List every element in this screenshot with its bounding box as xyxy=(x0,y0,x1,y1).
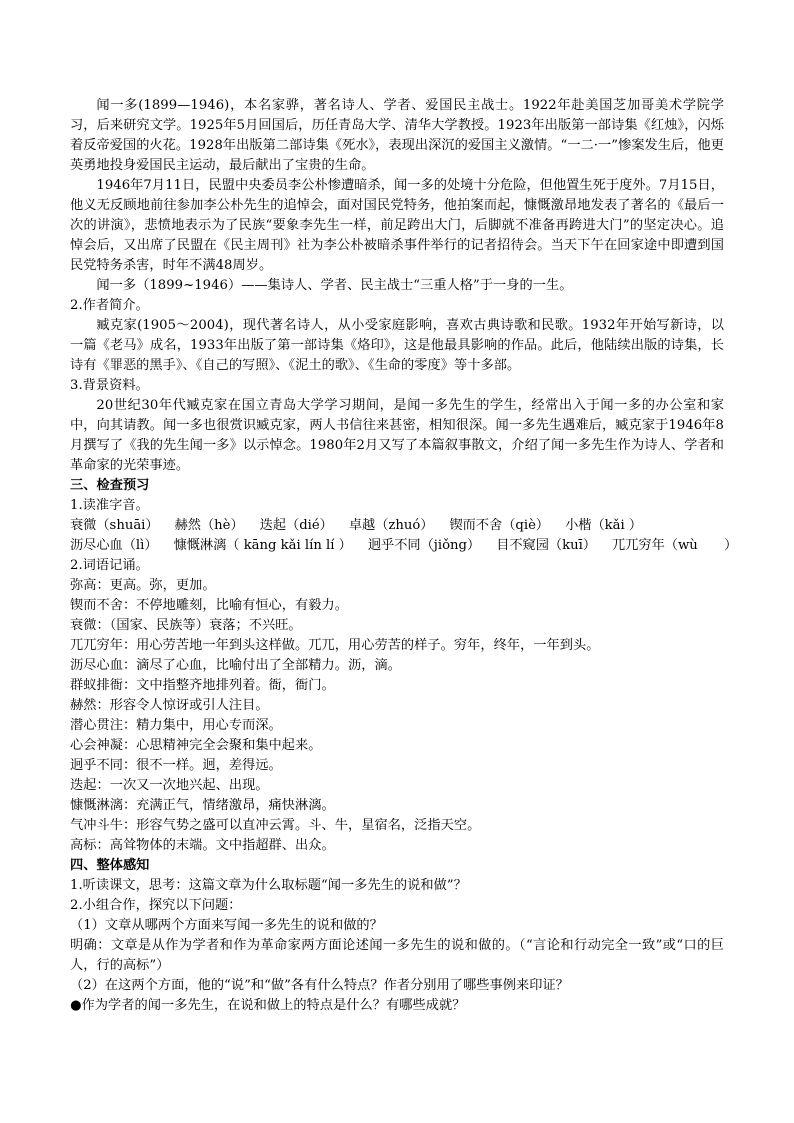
pinyin-item: 迭起（dié） xyxy=(259,518,333,533)
vocab-item: 迭起：一次又一次地兴起、出现。 xyxy=(70,778,269,793)
vocab-item: 潜心贯注：精力集中，用心专而深。 xyxy=(70,718,282,733)
pinyin-item: 兀兀穷年（wù ） xyxy=(612,538,738,553)
bio-summary: 闻一多（1899~1946）——集诗人、学者、民主战士“三重人格”于一身的一生。 xyxy=(96,278,573,293)
vocab-item: 衰微：（国家、民族等）衰落；不兴旺。 xyxy=(70,618,302,633)
document-page xyxy=(70,96,738,1016)
pinyin-item: 目不窥园（kuī） xyxy=(496,538,597,553)
pronunciation-row-2 xyxy=(70,536,738,556)
pinyin-item: 赫然（hè） xyxy=(174,518,244,533)
vocab-item: 赫然：形容令人惊讶或引人注目。 xyxy=(70,698,269,713)
vocab-item: 弥高：更高。弥，更加。 xyxy=(70,578,216,593)
question-2c: ●作为学者的闻一多先生，在说和做上的特点是什么？有哪些成就？ xyxy=(70,998,466,1013)
pinyin-item: 迥乎不同（jiǒng） xyxy=(367,538,481,553)
author-text: 臧克家(1905～2004)，现代著名诗人，从小受家庭影响，喜欢古典诗歌和民歌。1932年开始写新诗，以一篇《老马》成名，1933年出版了第一部诗集《烙印》，这是他最具影响的作品。此后，他陆续出版的诗集，长诗有《罪恶的黑手》、《自己的写照》、《泥土的歌》、《生命的零度》等十多部。 xyxy=(70,318,724,373)
background-text: 20世纪30年代臧克家在国立青岛大学学习期间，是闻一多先生的学生，经常出入于闻一多的办公室和家中，向其请教。闻一多也很赏识臧克家，两人书信往来甚密，相知很深。闻一多先生遇难后，臧克家于1946年8月撰写了《我的先生闻一多》以示悼念。1980年2月又写了本篇叙事散文，介绍了闻一多先生作为诗人、学者和革命家的光荣事迹。 xyxy=(70,398,724,473)
vocab-heading: 2.词语记诵。 xyxy=(70,558,149,573)
bio-paragraph-1: 闻一多(1899—1946)，本名家骅，著名诗人、学者、爱国民主战士。1922年赴美国芝加哥美术学院学习，后来研究文学。1925年5月回国后，历任青岛大学、清华大学教授。1923年出版第一部诗集《红烛》，闪烁着反帝爱国的火花。1928年出版第二部诗集《死水》，表现出深沉的爱国主义激情。“一二·一”惨案发生后，他更英勇地投身爱国民主运动，最后献出了宝贵的生命。 xyxy=(70,98,724,173)
vocab-item: 锲而不舍：不停地雕刻，比喻有恒心，有毅力。 xyxy=(70,598,348,613)
question-2b: （2）在这两个方面，他的“说”和“做”各有什么特点？作者分别用了哪些事例来印证？ xyxy=(70,978,569,993)
vocab-item: 气冲斗牛：形容气势之盛可以直冲云霄。斗、牛，星宿名，泛指天空。 xyxy=(70,818,481,833)
question-2: 2.小组合作，探究以下问题： xyxy=(70,898,242,913)
pronunciation-row-1 xyxy=(70,516,724,536)
question-1: 1.听读课文，思考：这篇文章为什么取标题“闻一多先生的说和做”？ xyxy=(70,878,467,893)
pronunciation-heading: 1.读准字音。 xyxy=(70,498,149,513)
vocab-item: 心会神凝：心思精神完全会聚和集中起来。 xyxy=(70,738,322,753)
pinyin-item: 沥尽心血（lì） xyxy=(70,538,158,553)
author-heading: 2.作者简介。 xyxy=(70,298,149,313)
section-preview-title: 三、检查预习 xyxy=(70,478,150,493)
vocab-item: 慷慨淋漓：充满正气，情绪激昂，痛快淋漓。 xyxy=(70,798,335,813)
pinyin-item: 慷慨淋漓（ kāng kǎi lín lí ） xyxy=(173,538,352,553)
bio-paragraph-2: 1946年7月11日，民盟中央委员李公朴惨遭暗杀，闻一多的处境十分危险，但他置生死于度外。7月15日，他义无反顾地前往参加李公朴先生的追悼会，面对国民党特务，他拍案而起，慷慨激昂地发表了著名的《最后一次的讲演》，悲愤地表示为了民族“要象李先生一样，前足跨出大门，后脚就不准备再跨进大门”的坚定决心。追悼会后，又出席了民盟在《民主周刊》社为李公朴被暗杀事件举行的记者招待会。当天下午在回家途中即遭到国民党特务杀害，时年不满48周岁。 xyxy=(70,178,724,273)
question-2a: （1）文章从哪两个方面来写闻一多先生的说和做的？ xyxy=(70,918,383,933)
vocab-item: 高标：高耸物体的末端。文中指超群、出众。 xyxy=(70,838,335,853)
vocab-item: 兀兀穷年：用心劳苦地一年到头这样做。兀兀，用心劳苦的样子。穷年，终年，一年到头。 xyxy=(70,638,600,653)
pinyin-item: 锲而不舍（qiè） xyxy=(449,518,550,533)
pinyin-item: 衰微（shuāi） xyxy=(70,518,159,533)
section-overall-title: 四、整体感知 xyxy=(70,858,150,873)
vocab-item: 沥尽心血：滴尽了心血，比喻付出了全部精力。沥，滴。 xyxy=(70,658,401,673)
background-heading: 3.背景资料。 xyxy=(70,378,149,393)
vocab-item: 迥乎不同：很不一样。迥，差得远。 xyxy=(70,758,282,773)
vocab-list xyxy=(70,576,724,856)
pinyin-item: 小楷（kǎi ） xyxy=(565,518,643,533)
vocab-item: 群蚁排衙：文中指整齐地排列着。衙，衙门。 xyxy=(70,678,335,693)
pinyin-item: 卓越（zhuó） xyxy=(348,518,434,533)
answer-2a: 明确：文章是从作为学者和作为革命家两方面论述闻一多先生的说和做的。（“言论和行动完全一致”或“口的巨人，行的高标”） xyxy=(70,938,724,973)
